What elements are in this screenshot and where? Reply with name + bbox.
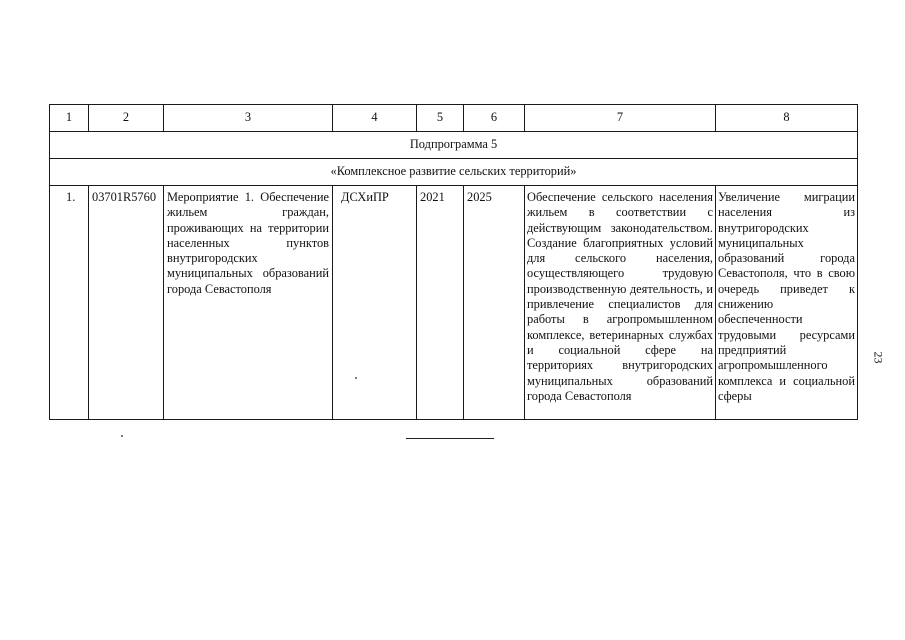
table-row: [50, 186, 858, 420]
column-number: 5: [417, 105, 464, 132]
subprogram-name-row: [50, 159, 858, 186]
budget-code: 03701R5760: [89, 186, 164, 420]
responsible-executor: ДСХиПР: [333, 186, 417, 420]
end-rule: [406, 438, 494, 439]
column-number: 6: [464, 105, 525, 132]
activity-content: Обеспечение сельского населения жильем в соответствии с действующим законодательством. Создание благоприятных условий для сельского населения, осуществляющего трудовую производственную деятельность, и привлечение специалистов для работы в агропромышленном комплексе, ветеринарных службах и социальной сфере на территориях внутригородских муниципальных образований города Севастополя: [525, 186, 716, 420]
page-number: 23: [871, 351, 886, 364]
subprogram-name: «Комплексное развитие сельских территорий»: [50, 159, 858, 186]
subprogram-title-row: [50, 132, 858, 159]
row-number: 1.: [50, 186, 89, 420]
end-year: 2025: [464, 186, 525, 420]
program-table: [49, 104, 858, 420]
subprogram-title: Подпрограмма 5: [50, 132, 858, 159]
column-number: 2: [89, 105, 164, 132]
start-year: 2021: [417, 186, 464, 420]
column-number: 3: [164, 105, 333, 132]
scan-speck: [121, 435, 123, 437]
activity-name: Мероприятие 1. Обеспечение жильем граждан, проживающих на территории населенных пунктов внутригородских муниципальных образований города Севастополя: [164, 186, 333, 420]
column-number: 7: [525, 105, 716, 132]
column-number: 8: [716, 105, 858, 132]
column-number: 1: [50, 105, 89, 132]
column-number: 4: [333, 105, 417, 132]
column-number-row: [50, 105, 858, 132]
scan-speck: [355, 377, 357, 379]
expected-result: Увеличение миграции населения из внутригородских муниципальных образований города Севастополя, что в свою очередь приведет к снижению обеспеченности трудовыми ресурсами предприятий агропромышленного комплекса и социальной сферы: [716, 186, 858, 420]
